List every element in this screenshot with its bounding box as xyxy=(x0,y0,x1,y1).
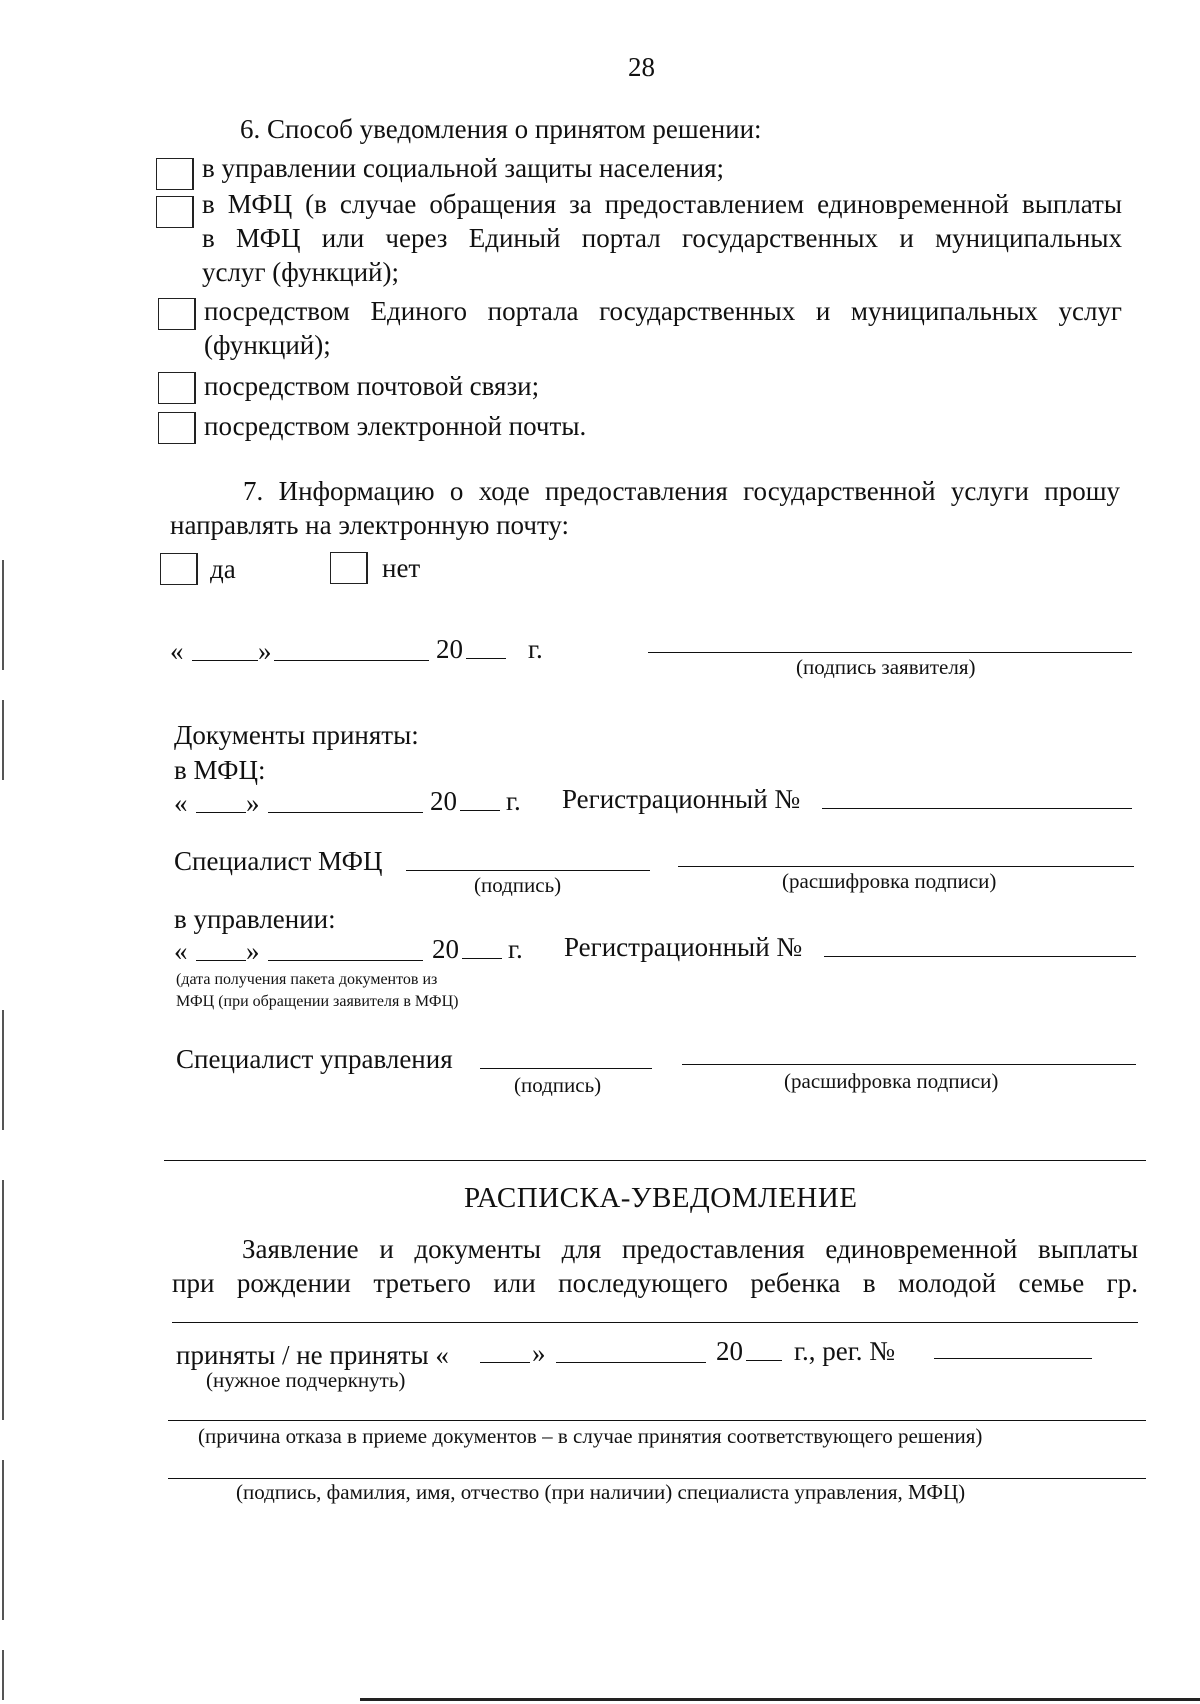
documents-heading: Документы приняты: xyxy=(174,720,419,750)
checkbox-mfc[interactable] xyxy=(156,196,194,228)
applicant-signature-caption: (подпись заявителя) xyxy=(796,655,976,679)
scan-edge-mark xyxy=(2,700,4,780)
option-mfc-block xyxy=(202,187,1122,255)
receipt-signature-caption: (подпись, фамилия, имя, отчество (при наличии) специалиста управления, МФЦ) xyxy=(236,1480,966,1504)
section7-line1: 7. Информацию о ходе предоставления государственной услуги прошу xyxy=(243,476,1120,506)
receipt-body-line1: Заявление и документы для предоставления единовременной выплаты xyxy=(242,1234,1138,1264)
dept-note-line1: (дата получения пакета документов из xyxy=(176,971,438,988)
mfc-reg-label: Регистрационный № xyxy=(562,784,801,814)
mfc-date-year-prefix: 20 xyxy=(430,786,457,816)
mfc-specialist-signature-line[interactable] xyxy=(406,870,650,871)
receipt-title: РАСПИСКА-УВЕДОМЛЕНИЕ xyxy=(464,1182,858,1214)
checkbox-yes[interactable] xyxy=(160,553,198,585)
section7-line2: направлять на электронную почту: xyxy=(170,510,570,540)
page-number: 28 xyxy=(628,52,655,82)
mfc-sign-caption: (подпись) xyxy=(474,873,562,897)
checkbox-post[interactable] xyxy=(158,372,196,404)
receipt-underline-hint: (нужное подчеркнуть) xyxy=(206,1368,406,1392)
receipt-date-year-prefix: 20 xyxy=(716,1336,743,1366)
receipt-refusal-caption: (причина отказа в приеме документов – в случае принятия соответствующего решения) xyxy=(198,1424,983,1448)
dept-date-year-line[interactable] xyxy=(462,958,502,959)
mfc-specialist-decode-line[interactable] xyxy=(678,866,1134,867)
receipt-date-day-line[interactable] xyxy=(480,1362,530,1363)
dept-note-line2: МФЦ (при обращении заявителя в МФЦ) xyxy=(176,993,459,1010)
dept-date-year-prefix: 20 xyxy=(432,934,459,964)
scan-edge-mark xyxy=(2,1010,4,1130)
option-portal-block xyxy=(204,294,1122,328)
option-post: посредством почтовой связи; xyxy=(204,371,540,401)
date-year-prefix: 20 xyxy=(436,634,463,664)
checkbox-portal[interactable] xyxy=(158,298,196,330)
receipt-accepted-label: приняты / не приняты « xyxy=(176,1340,449,1370)
checkbox-no[interactable] xyxy=(330,552,368,584)
scan-edge-mark xyxy=(2,1180,4,1420)
receipt-refusal-reason-line[interactable] xyxy=(168,1420,1146,1421)
mfc-date-day-line[interactable] xyxy=(196,812,246,813)
mfc-date-quote-close: » xyxy=(246,788,260,818)
receipt-body-line2: при рождении третьего или последующего ребенка в молодой семье гр. xyxy=(172,1268,1138,1298)
receipt-signature-line[interactable] xyxy=(168,1478,1146,1479)
option-email: посредством электронной почты. xyxy=(204,411,587,441)
receipt-reg-number-line[interactable] xyxy=(934,1358,1092,1359)
dept-specialist-signature-line[interactable] xyxy=(480,1068,652,1069)
option-mfc-line3: услуг (функций); xyxy=(202,257,400,287)
dept-date-quote-open: « xyxy=(174,936,188,966)
label-no: нет xyxy=(382,553,421,583)
receipt-year-reg-label: г., рег. № xyxy=(794,1336,896,1366)
dept-reg-label: Регистрационный № xyxy=(564,932,803,962)
dept-sign-caption: (подпись) xyxy=(514,1073,602,1097)
label-yes: да xyxy=(210,554,236,584)
dept-decode-caption: (расшифровка подписи) xyxy=(784,1069,999,1093)
scan-edge-mark xyxy=(2,1650,4,1700)
checkbox-social-protection[interactable] xyxy=(156,158,194,190)
applicant-signature-line[interactable] xyxy=(648,652,1132,653)
dept-reg-number-line[interactable] xyxy=(824,956,1136,957)
mfc-date-year-suffix: г. xyxy=(506,786,521,816)
date-day-line[interactable] xyxy=(192,660,258,661)
mfc-date-quote-open: « xyxy=(174,788,188,818)
section-separator xyxy=(164,1160,1146,1161)
date-month-line[interactable] xyxy=(274,660,429,661)
dept-date-quote-close: » xyxy=(246,936,260,966)
documents-dept-label: в управлении: xyxy=(174,904,336,934)
date-quote-close: » xyxy=(258,636,272,666)
scan-edge-mark xyxy=(2,560,4,670)
receipt-body-line2-block xyxy=(172,1266,1138,1300)
dept-date-month-line[interactable] xyxy=(268,960,423,961)
receipt-date-quote-close: » xyxy=(532,1338,546,1368)
mfc-date-month-line[interactable] xyxy=(268,812,423,813)
section7-line1-block xyxy=(243,474,1120,508)
option-portal-line1: посредством Единого портала государственных и муниципальных услуг xyxy=(204,296,1122,326)
section6-heading: 6. Способ уведомления о принятом решении: xyxy=(240,114,762,144)
option-portal-line2: (функций); xyxy=(204,330,331,360)
dept-date-year-suffix: г. xyxy=(508,934,523,964)
receipt-body-line1-block xyxy=(242,1232,1138,1266)
receipt-date-year-line[interactable] xyxy=(746,1360,782,1361)
checkbox-email[interactable] xyxy=(158,412,196,444)
mfc-specialist-label: Специалист МФЦ xyxy=(174,846,383,876)
option-mfc-line2: в МФЦ или через Единый портал государственных и муниципальных xyxy=(202,223,1122,253)
mfc-date-year-line[interactable] xyxy=(460,810,500,811)
option-mfc-line1: в МФЦ (в случае обращения за предоставлением единовременной выплаты xyxy=(202,189,1122,219)
date-quote-open: « xyxy=(170,636,184,666)
date-year-line[interactable] xyxy=(466,658,506,659)
option-social-protection: в управлении социальной защиты населения; xyxy=(202,153,725,183)
receipt-citizen-name-line[interactable] xyxy=(172,1322,1138,1323)
documents-mfc-label: в МФЦ: xyxy=(174,755,266,785)
mfc-reg-number-line[interactable] xyxy=(822,808,1132,809)
dept-specialist-decode-line[interactable] xyxy=(682,1064,1136,1065)
dept-specialist-label: Специалист управления xyxy=(176,1044,453,1074)
date-year-suffix: г. xyxy=(528,634,543,664)
receipt-date-month-line[interactable] xyxy=(556,1362,706,1363)
mfc-decode-caption: (расшифровка подписи) xyxy=(782,869,997,893)
dept-date-day-line[interactable] xyxy=(196,960,246,961)
scan-edge-mark xyxy=(2,1460,4,1620)
scan-bottom-edge xyxy=(360,1698,1200,1701)
